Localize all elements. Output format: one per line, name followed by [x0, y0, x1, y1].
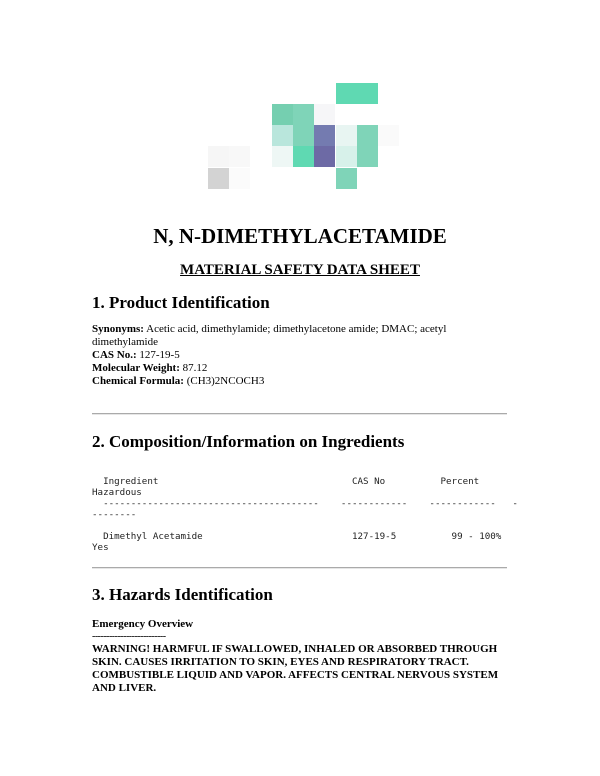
emergency-overview-label: Emergency Overview	[92, 618, 194, 630]
logo-tile	[336, 83, 357, 104]
molecular-weight-row	[92, 362, 492, 375]
logo-tile	[208, 146, 229, 167]
cas-value: 127-19-5	[139, 349, 180, 361]
synonyms-value: Acetic acid, dimethylamide; dimethylacetone amide; DMAC; acetyl dimethylamide	[92, 323, 447, 348]
logo-tile	[293, 125, 314, 146]
cas-row	[92, 349, 492, 362]
divider	[92, 413, 507, 415]
logo-tile	[357, 125, 378, 146]
logo-tile	[229, 168, 250, 189]
logo-tile	[336, 168, 357, 189]
logo-tile	[378, 125, 399, 146]
cas-label: CAS No.:	[92, 349, 137, 361]
logo-tile	[208, 168, 229, 189]
logo-tile	[314, 125, 335, 146]
synonyms-row	[92, 323, 492, 349]
logo-tile	[336, 146, 357, 167]
emergency-overview-rule: --------------------------	[92, 631, 166, 642]
logo-tile	[272, 104, 293, 125]
logo-tile	[314, 104, 335, 125]
product-identification	[92, 323, 492, 388]
document-subtitle: MATERIAL SAFETY DATA SHEET	[180, 262, 420, 278]
logo-tile	[357, 146, 378, 167]
section-2-heading: 2. Composition/Information on Ingredients	[92, 432, 405, 451]
ingredients-table: Ingredient CAS No Percent Hazardous --------------------------------------- ------------ ------------ - -------- Dimethyl Acetamide 127-19-5 99 - 100% Yes	[92, 476, 518, 553]
logo-tile	[272, 125, 293, 146]
mw-label: Molecular Weight:	[92, 362, 180, 374]
logo-tile	[293, 104, 314, 125]
divider	[92, 567, 507, 569]
synonyms-label: Synonyms:	[92, 323, 144, 335]
logo-tile	[357, 83, 378, 104]
logo-tile	[336, 125, 357, 146]
section-1-heading: 1. Product Identification	[92, 293, 270, 312]
formula-row	[92, 375, 492, 388]
logo-tile	[293, 146, 314, 167]
formula-label: Chemical Formula:	[92, 375, 184, 387]
logo-tile	[314, 146, 335, 167]
mw-value: 87.12	[182, 362, 208, 374]
logo-tile	[229, 146, 250, 167]
page-title: N, N-DIMETHYLACETAMIDE	[153, 224, 447, 248]
mosaic-logo	[208, 83, 400, 189]
formula-value: (CH3)2NCOCH3	[186, 375, 265, 387]
warning-text: WARNING! HARMFUL IF SWALLOWED, INHALED OR ABSORBED THROUGH SKIN. CAUSES IRRITATION TO SKIN, EYES AND RESPIRATORY TRACT. COMBUSTIBLE LIQUID AND VAPOR. AFFECTS CENTRAL NERVOUS SYSTEM AND LIVER.	[92, 643, 499, 694]
logo-tile	[272, 146, 293, 167]
section-3-heading: 3. Hazards Identification	[92, 585, 273, 604]
